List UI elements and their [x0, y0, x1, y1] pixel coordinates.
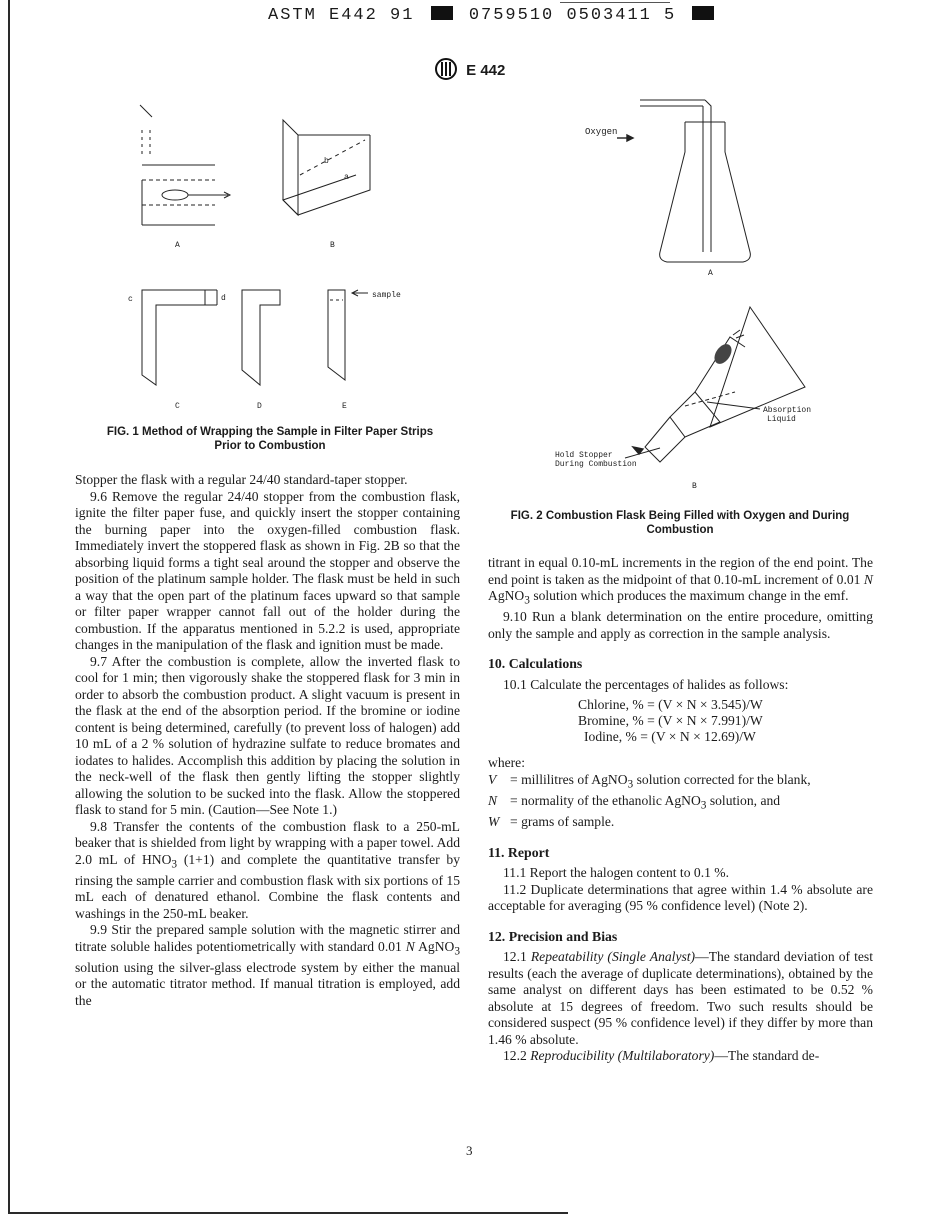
fig1-label-D: D	[257, 402, 262, 411]
paragraph-9-6: 9.6 Remove the regular 24/40 stopper from the combustion flask, ignite the filter paper fuse, and quickly insert the stopper containing the burning paper into the oxygen-filled combustion flask. Immediately invert the stoppered flask as shown in Fig. 2B so that the absorbing liquid forms a tight seal around the stopper and observe the position of the platinum sample holder. The flask must be held in such a way that the open part of the platinum faces upward so that sample or filter paper wrapper cannot fall out of the holder during the combustion. If the apparatus mentioned in 5.2.2 is used, appropriate changes in the manipulation of the flask and ignition must be made.	[75, 488, 460, 652]
page-number: 3	[466, 1143, 473, 1158]
paragraph-11-2: 11.2 Duplicate determinations that agree within 1.4 % absolute are acceptable for averaging (95 % confidence level) (Note 2).	[488, 881, 873, 914]
paragraph-stopper: Stopper the flask with a regular 24/40 standard-taper stopper.	[75, 472, 408, 487]
definition-text	[510, 793, 780, 814]
fig1-label-d: d	[221, 294, 226, 303]
designation: E 442	[466, 62, 506, 79]
italic-symbol: N	[405, 938, 415, 954]
text-run: titrant in equal 0.10-mL increments in the region of the end point. The end point is taken as the midpoint of that 0.10-mL increment of 0.01	[488, 555, 873, 587]
figure-2-drawing	[545, 92, 875, 492]
fig2-label-oxygen: Oxygen	[585, 127, 618, 137]
equation-iodine: Iodine, % = (V × N × 12.69)/W	[584, 729, 756, 745]
text-run: 12.2	[503, 1048, 531, 1064]
text-run: —The standard deviation of test results (each the average of duplicate determinations), obtained by the same analyst on different days has been estimated to be 0.52 % absolute at 15 degrees of freedom. Two such results should be considered suspect (95 % confidence level) if they differ by more than 1.46 % absolute.	[488, 949, 873, 1047]
definition-key: V	[488, 771, 497, 787]
definition-w	[488, 814, 873, 831]
definition-v	[488, 772, 873, 793]
subscript: 3	[627, 778, 634, 791]
figure-2-caption-line2: Combustion	[646, 524, 714, 536]
fig1-label-B: B	[330, 241, 335, 250]
barcode-block	[692, 6, 714, 20]
text-run: = millilitres of AgNO	[510, 771, 628, 787]
fig2-label-A: A	[708, 269, 713, 278]
designation-line	[434, 58, 505, 82]
left-column	[75, 472, 460, 1009]
paragraph-11-1: 11.1 Report the halogen content to 0.1 %.	[503, 865, 730, 881]
right-column	[488, 555, 873, 1065]
figure-1-drawing	[120, 95, 480, 415]
figure-2	[545, 92, 875, 492]
equations	[578, 697, 873, 745]
italic-run: Reproducibility (Multilaboratory)	[530, 1048, 715, 1064]
fig2-label-liquid: Liquid	[767, 415, 796, 424]
text-run: 9.9 Stir the prepared sample solution with the magnetic stirrer and titrate soluble halides potentiometrically with standard 0.01	[75, 922, 460, 954]
definition-text	[510, 772, 811, 793]
italic-run: Repeatability (Single Analyst)	[530, 949, 696, 965]
page-left-border	[8, 0, 10, 1214]
definition-key: W	[488, 814, 500, 830]
paragraph-12-2	[488, 1048, 873, 1065]
text-run: solution using the silver-glass electrode system by either the manual or the automatic titrator method. If manual titration is employed, add the	[75, 959, 460, 1008]
top-rule	[560, 2, 670, 3]
text-run: (1+1) and complete the quantitative transfer by rinsing the sample carrier and combustion flask with six portions of 15 mL each of denatured ethanol. Combine the flask contents and washings in the 250-mL beaker.	[75, 851, 460, 921]
paragraph-9-10: 9.10 Run a blank determination on the entire procedure, omitting only the sample and apply as correction in the sample analysis.	[488, 609, 873, 641]
text-run: AgNO	[414, 938, 455, 954]
heading-calculations: 10. Calculations	[488, 656, 583, 672]
paragraph-9-8	[75, 819, 460, 923]
text-run: solution, and	[706, 792, 781, 808]
figure-1	[120, 95, 480, 415]
fig1-label-E: E	[342, 402, 347, 411]
where-label: where:	[488, 755, 525, 771]
figure-2-caption-line1: FIG. 2 Combustion Flask Being Filled with Oxygen and During	[510, 510, 850, 522]
equation-chlorine: Chlorine, % = (V × N × 3.545)/W	[578, 697, 763, 713]
doc-code-left: ASTM E442 91	[268, 6, 415, 25]
subscript: 3	[524, 594, 530, 607]
document-header	[268, 6, 688, 28]
heading-report: 11. Report	[488, 844, 550, 860]
fig2-label-absorption: Absorption	[763, 406, 812, 415]
fig2-label-hold: Hold Stopper	[555, 451, 613, 460]
paragraph-10-1: 10.1 Calculate the percentages of halides as follows:	[503, 676, 789, 692]
text-run: = normality of the ethanolic AgNO	[510, 792, 701, 808]
fig1-label-A: A	[175, 241, 180, 250]
text-run: solution which produces the maximum change in the emf.	[529, 588, 849, 603]
doc-code-mid: 0759510 0503411 5	[468, 6, 677, 25]
fig1-label-C: C	[175, 402, 180, 411]
astm-logo-icon	[434, 58, 458, 80]
paragraph-12-1	[488, 949, 873, 1048]
text-run: 12.1	[503, 949, 531, 965]
definition-key: N	[488, 792, 498, 808]
fig1-label-a: a	[344, 173, 349, 182]
text-run: solution corrected for the blank,	[633, 771, 811, 787]
text-run: 9.8 Transfer the contents of the combustion flask to a 250-mL beaker that is shielded from light by wrapping with a paper towel. Add 2.0 mL of HNO	[75, 818, 460, 867]
fig1-label-sample: sample	[372, 291, 401, 300]
fig2-label-during: During Combustion	[555, 460, 637, 469]
figure-1-caption	[60, 425, 480, 453]
text-run: AgNO	[488, 588, 525, 603]
text-run: —The standard de-	[714, 1048, 820, 1064]
paragraph-titrant	[488, 555, 873, 609]
paragraph-9-9	[75, 922, 460, 1009]
figure-1-caption-line2: Prior to Combustion	[214, 440, 326, 452]
equation-bromine: Bromine, % = (V × N × 7.991)/W	[578, 713, 763, 729]
figure-2-caption	[490, 509, 870, 537]
figure-1-caption-line1: FIG. 1 Method of Wrapping the Sample in Filter Paper Strips	[106, 426, 434, 438]
page-bottom-border	[8, 1212, 568, 1214]
fig1-label-b: b	[324, 157, 329, 166]
definition-text: = grams of sample.	[510, 814, 615, 830]
subscript: 3	[454, 945, 460, 958]
fig1-label-c: c	[128, 295, 133, 304]
italic-symbol: N	[863, 571, 873, 587]
fig2-label-B: B	[692, 482, 697, 491]
definition-n	[488, 793, 873, 814]
paragraph-9-7: 9.7 After the combustion is complete, allow the inverted flask to cool for 1 min; then vigorously shake the stoppered flask for 3 min in order to absorb the combustion product. A slight vacuum is present in the flask at the end of the absorption period. If the bromine or iodine content is being determined, carefully (to prevent loss of halogen) add 10 mL of a 2 % solution of hydrazine sulfate to reduce bromates and iodates to halides. Accomplish this addition by placing the solution in the neck-well of the flask then gently lifting the stopper slightly allowing the solution to be sucked into the flask. Allow the stoppered flask to stand for 5 min. (Caution—See Note 1.)	[75, 653, 460, 817]
subscript: 3	[171, 858, 178, 871]
barcode-block	[431, 6, 453, 20]
heading-precision: 12. Precision and Bias	[488, 928, 618, 944]
subscript: 3	[700, 799, 707, 812]
